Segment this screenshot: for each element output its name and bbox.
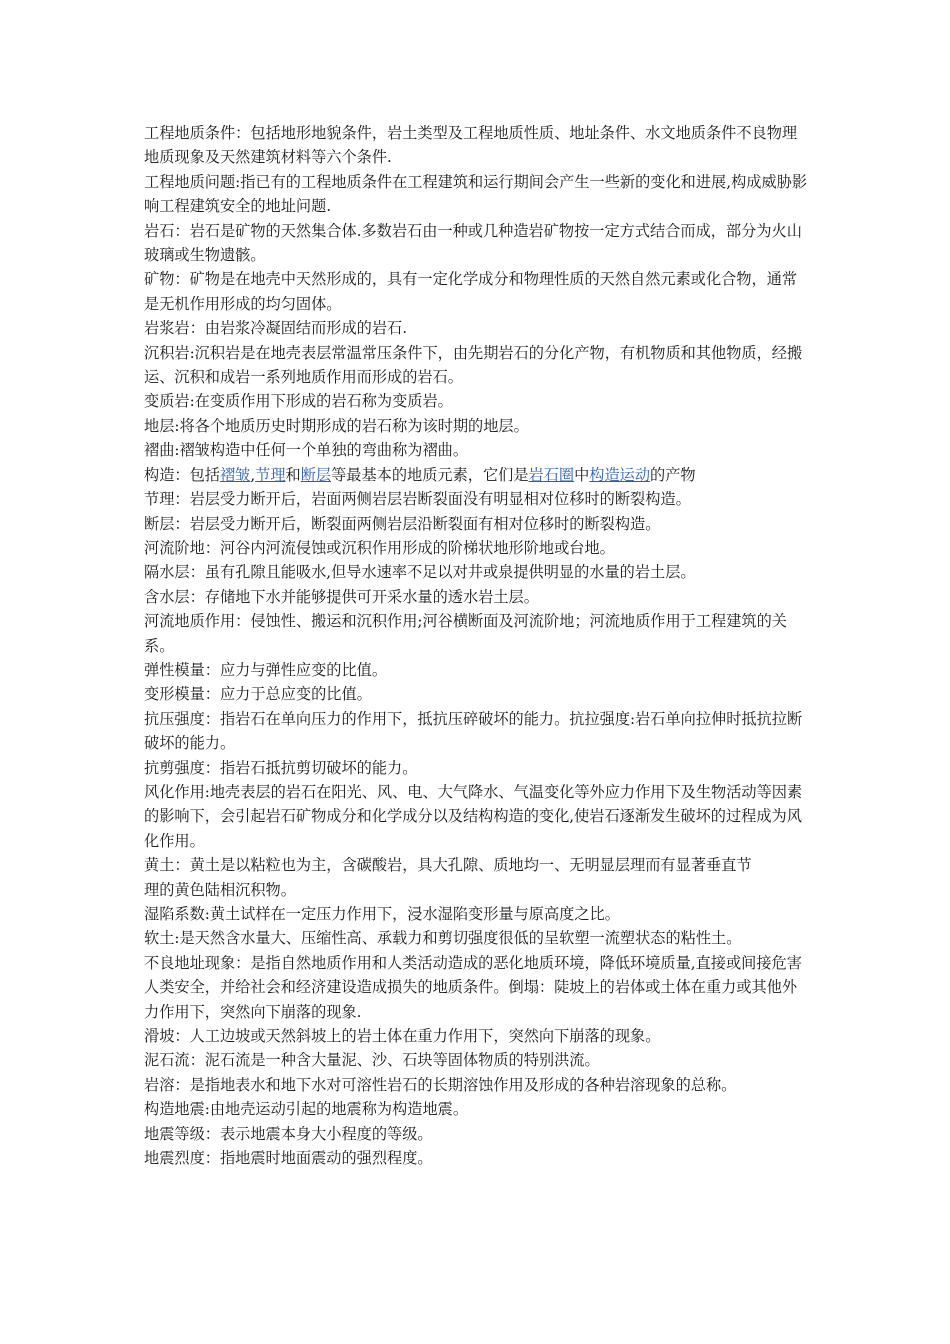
link-fold[interactable]: 褶皱 — [219, 465, 251, 484]
structure-suffix: 的产物 — [650, 465, 696, 484]
definition-landslide: 滑坡：人工边坡或天然斜坡上的岩土体在重力作用下，突然向下崩落的现象。 — [144, 1027, 661, 1046]
link-tectonic-movement[interactable]: 构造运动 — [589, 465, 651, 484]
definition-deformation-modulus: 变形模量：应力于总应变的比值。 — [144, 685, 372, 704]
structure-prefix: 构造：包括 — [144, 465, 220, 484]
link-lithosphere[interactable]: 岩石圈 — [528, 465, 575, 484]
structure-separator: , — [250, 465, 256, 484]
definition-fault: 断层：岩层受力断开后，断裂面两侧岩层沿断裂面有相对位移时的断裂构造。 — [144, 514, 661, 533]
structure-separator: 中 — [574, 465, 590, 484]
definition-aquifer: 含水层：存储地下水并能够提供可开采水量的透水岩土层。 — [144, 587, 539, 606]
definition-engineering-geological-problems: 工程地质问题:指已有的工程地质条件在工程建筑和运行期间会产生一些新的变化和进展,构成威胁影响工程建筑安全的地址问题. — [144, 172, 808, 216]
definition-engineering-geological-conditions: 工程地质条件：包括地形地貌条件，岩土类型及工程地质性质、地址条件、水文地质条件不良物理地质现象及天然建筑材料等六个条件. — [144, 124, 798, 167]
definition-shear-strength: 抗剪强度：指岩石抵抗剪切破坏的能力。 — [144, 758, 418, 777]
structure-middle-text: 等最基本的地质元素，它们是 — [331, 465, 529, 484]
definition-adverse-geological-phenomena: 不良地址现象：是指自然地质作用和人类活动造成的恶化地质环境，降低环境质量,直接或间接危害人类安全，并给社会和经济建设造成损失的地质条件。倒塌：陡坡上的岩体或土体在重力或其他外力作用下，突然向下崩落的现象. — [144, 953, 802, 1021]
definition-compressive-strength: 抗压强度：指岩石在单向压力的作用下，抵抗压碎破坏的能力。抗拉强度:岩石单向拉伸时抵抗拉断破坏的能力。 — [144, 709, 803, 753]
definition-mineral: 矿物：矿物是在地壳中天然形成的，具有一定化学成分和物理性质的天然自然元素或化合物，通常是无机作用形成的均匀固体。 — [144, 270, 798, 313]
definition-loess-line-2: 理的黄色陆相沉积物。 — [144, 880, 296, 899]
definition-fold: 褶曲:褶皱构造中任何一个单独的弯曲称为褶曲。 — [144, 441, 469, 460]
definition-aquiclude: 隔水层：虽有孔隙且能吸水,但导水速率不足以对井或泉提供明显的水量的岩土层。 — [144, 563, 696, 582]
definition-debris-flow: 泥石流：泥石流是一种含大量泥、沙、石块等固体物质的特别洪流。 — [144, 1051, 600, 1070]
document-body — [144, 121, 808, 1170]
definition-weathering: 风化作用:地壳表层的岩石在阳光、风、电、大气降水、气温变化等外应力作用下及生物活动等因素的影响下，会引起岩石矿物成分和化学成分以及结构构造的变化,使岩石逐渐发生破坏的过程成为风化作用。 — [144, 782, 803, 850]
definition-earthquake-magnitude: 地震等级：表示地震本身大小程度的等级。 — [144, 1124, 433, 1143]
definition-stratum: 地层:将各个地质历史时期形成的岩石称为该时期的地层。 — [144, 416, 529, 435]
definition-rock: 岩石：岩石是矿物的天然集合体.多数岩石由一种或几种造岩矿物按一定方式结合而成，部分为火山玻璃或生物遗骸。 — [144, 221, 802, 265]
definition-tectonic-earthquake: 构造地震:由地壳运动引起的地震称为构造地震。 — [144, 1100, 469, 1119]
definition-elastic-modulus: 弹性模量：应力与弹性应变的比值。 — [144, 660, 387, 679]
definition-collapsibility-coefficient: 湿陷系数:黄土试样在一定压力作用下，浸水湿陷变形量与原高度之比。 — [144, 905, 620, 923]
definition-karst: 岩溶：是指地表水和地下水对可溶性岩石的长期溶蚀作用及形成的各种岩溶现象的总称。 — [144, 1075, 737, 1094]
link-fault[interactable]: 断层 — [300, 465, 332, 484]
definition-sedimentary-rock: 沉积岩:沉积岩是在地壳表层常温常压条件下，由先期岩石的分化产物，有机物质和其他物质，经搬运、沉积和成岩一系列地质作用而形成的岩石。 — [144, 343, 803, 387]
definition-igneous-rock: 岩浆岩：由岩浆冷凝固结而形成的岩石. — [144, 319, 408, 338]
definition-soft-soil: 软土:是天然含水量大、压缩性高、承载力和剪切强度很低的呈软塑一流塑状态的粘性土。 — [144, 929, 742, 948]
definition-structure — [144, 463, 808, 487]
definition-loess-line-1: 黄土：黄土是以粘粒也为主，含碳酸岩，具大孔隙、质地均一、无明显层理而有显著垂直节 — [144, 856, 752, 875]
link-joint[interactable]: 节理 — [255, 465, 286, 484]
definition-river-geological-action: 河流地质作用：侵蚀性、搬运和沉积作用;河谷横断面及河流阶地；河流地质作用于工程建筑的关系。 — [144, 612, 787, 655]
definition-earthquake-intensity: 地震烈度：指地震时地面震动的强烈程度。 — [144, 1149, 433, 1168]
definition-joint: 节理：岩层受力断开后，岩面两侧岩层岩断裂面没有明显相对位移时的断裂构造。 — [144, 490, 691, 509]
definition-river-terrace: 河流阶地：河谷内河流侵蚀或沉积作用形成的阶梯状地形阶地或台地。 — [144, 538, 615, 557]
definition-metamorphic-rock: 变质岩:在变质作用下形成的岩石称为变质岩。 — [144, 392, 453, 411]
structure-separator: 和 — [285, 465, 301, 484]
